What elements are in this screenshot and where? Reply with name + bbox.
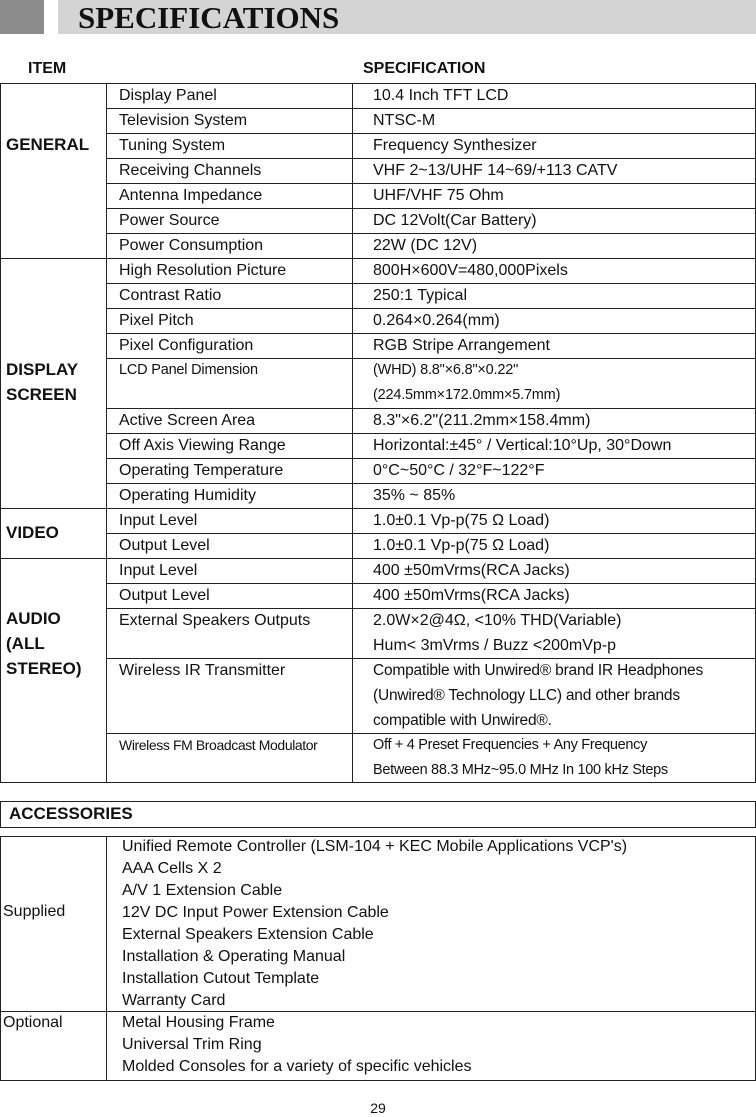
spec-value-line2: (224.5mm×172.0mm×5.7mm) [373,387,561,403]
spec-value-line2: Between 88.3 MHz~95.0 MHz In 100 kHz Steps [373,762,668,778]
spec-value: DC 12Volt(Car Battery) [373,212,537,229]
spec-name: Display Panel [119,87,217,104]
spec-value: 800H×600V=480,000Pixels [373,262,568,279]
spec-value: 1.0±0.1 Vp-p(75 Ω Load) [373,512,550,529]
spec-name: Pixel Configuration [119,337,254,354]
spec-name: Output Level [119,587,210,604]
accessories-separator [0,1011,756,1012]
spec-value: 0.264×0.264(mm) [373,312,500,329]
spec-name: Tuning System [119,137,226,154]
page-number: 29 [370,1100,386,1116]
spec-value: 2.0W×2@4Ω, <10% THD(Variable) [373,612,622,629]
spec-name: Operating Temperature [119,462,284,479]
supplied-item: Installation & Operating Manual [122,948,346,965]
spec-value: Compatible with Unwired® brand IR Headphones [373,662,704,679]
spec-name: Receiving Channels [119,162,262,179]
spec-name: Input Level [119,562,198,579]
accessories-table [0,836,756,1081]
optional-item: Universal Trim Ring [122,1036,262,1053]
spec-name: Power Source [119,212,220,229]
optional-label: Optional [3,1014,63,1031]
spec-value: 10.4 Inch TFT LCD [373,87,509,104]
spec-value: 1.0±0.1 Vp-p(75 Ω Load) [373,537,550,554]
supplied-item: 12V DC Input Power Extension Cable [122,904,389,921]
header-accent-block [0,0,44,34]
spec-name: Input Level [119,512,198,529]
optional-item: Molded Consoles for a variety of specific vehicles [122,1058,472,1075]
section-label-display-line1: DISPLAY [6,360,79,379]
supplied-item: External Speakers Extension Cable [122,926,374,943]
spec-column-header: SPECIFICATION [363,60,486,77]
item-column-header: ITEM [28,60,67,77]
spec-value-line2: (Unwired® Technology LLC) and other brands [373,687,680,704]
spec-name: High Resolution Picture [119,262,287,279]
spec-value: 22W (DC 12V) [373,237,478,254]
spec-value: Frequency Synthesizer [373,137,537,154]
spec-name: Antenna Impedance [119,187,263,204]
spec-value: Horizontal:±45° / Vertical:10°Up, 30°Down [373,437,672,454]
spec-name: Television System [119,112,248,129]
spec-name: Active Screen Area [119,412,256,429]
spec-name: Off Axis Viewing Range [119,437,286,454]
spec-value-line2: Hum< 3mVrms / Buzz <200mVp-p [373,637,617,654]
section-label-video: VIDEO [6,523,59,542]
spec-value-line3: compatible with Unwired®. [373,712,552,729]
spec-name: External Speakers Outputs [119,612,311,629]
spec-name: Operating Humidity [119,487,256,504]
spec-value: UHF/VHF 75 Ohm [373,187,504,204]
supplied-item: Installation Cutout Template [122,970,320,987]
spec-value: 8.3"×6.2"(211.2mm×158.4mm) [373,412,591,429]
supplied-item: AAA Cells X 2 [122,860,222,877]
spec-value: NTSC-M [373,112,436,129]
spec-name: Wireless IR Transmitter [119,662,286,679]
supplied-item: Unified Remote Controller (LSM-104 + KEC Mobile Applications VCP's) [122,838,628,855]
spec-value: RGB Stripe Arrangement [373,337,550,354]
section-label-display-line2: SCREEN [6,385,77,404]
spec-name: Power Consumption [119,237,264,254]
spec-name: Wireless FM Broadcast Modulator [119,737,318,753]
spec-value: 400 ±50mVrms(RCA Jacks) [373,587,570,604]
supplied-item: Warranty Card [122,992,226,1009]
supplied-item: A/V 1 Extension Cable [122,882,283,899]
spec-value: 250:1 Typical [373,287,467,304]
supplied-label: Supplied [3,903,66,920]
section-label-audio-line1: AUDIO [6,609,61,628]
accessories-divider [106,836,107,1081]
section-label-audio-line2: (ALL [6,634,45,653]
section-label-general: GENERAL [6,135,90,154]
spec-value: VHF 2~13/UHF 14~69/+113 CATV [373,162,618,179]
spec-value: (WHD) 8.8"×6.8"×0.22" [373,362,519,378]
section-label-audio-line3: STEREO) [6,659,82,678]
accessories-title: ACCESSORIES [9,804,133,823]
spec-value: Off + 4 Preset Frequencies + Any Frequency [373,737,648,753]
spec-name: Contrast Ratio [119,287,222,304]
spec-value: 0°C~50°C / 32°F~122°F [373,462,545,479]
page-title: SPECIFICATIONS [78,0,340,35]
spec-name: Output Level [119,537,210,554]
optional-item: Metal Housing Frame [122,1014,275,1031]
spec-name: Pixel Pitch [119,312,194,329]
spec-name: LCD Panel Dimension [119,362,258,378]
spec-value: 35% ~ 85% [373,487,456,504]
spec-value: 400 ±50mVrms(RCA Jacks) [373,562,570,579]
